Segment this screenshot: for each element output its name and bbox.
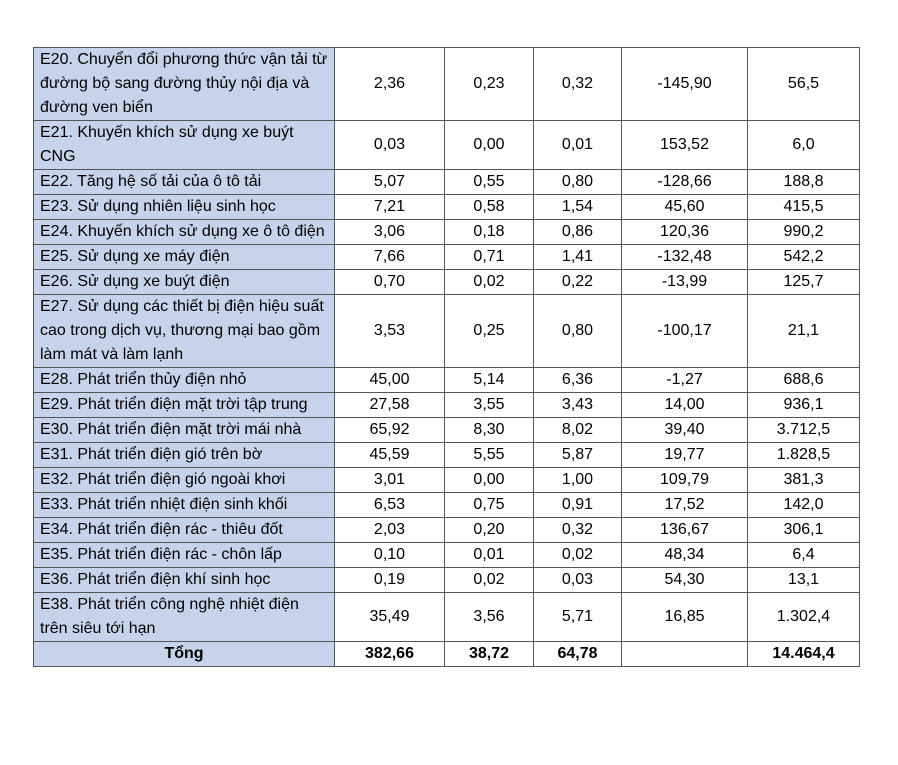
value-cell-v4: 14,00 <box>622 393 748 418</box>
value-cell-v2: 5,14 <box>445 368 534 393</box>
value-cell-v3: 1,00 <box>534 468 622 493</box>
value-cell-v4: 48,34 <box>622 543 748 568</box>
value-cell-v3: 5,87 <box>534 443 622 468</box>
value-cell-v3: 8,02 <box>534 418 622 443</box>
table-row <box>34 443 860 468</box>
measure-label: E28. Phát triển thủy điện nhỏ <box>34 368 335 393</box>
value-cell-v4: -1,27 <box>622 368 748 393</box>
table-row <box>34 121 860 170</box>
value-cell-v4: -13,99 <box>622 270 748 295</box>
value-cell-v1: 0,70 <box>335 270 445 295</box>
measure-label: E34. Phát triển điện rác - thiêu đốt <box>34 518 335 543</box>
measure-label: E20. Chuyển đổi phương thức vận tải từ đường bộ sang đường thủy nội địa và đường ven biển <box>34 48 335 121</box>
value-cell-v1: 2,36 <box>335 48 445 121</box>
value-cell-v4: 136,67 <box>622 518 748 543</box>
value-cell-v1: 6,53 <box>335 493 445 518</box>
value-cell-v5: 6,4 <box>748 543 860 568</box>
value-cell-v1: 0,19 <box>335 568 445 593</box>
table-row <box>34 418 860 443</box>
table-row <box>34 295 860 368</box>
value-cell-v2: 0,01 <box>445 543 534 568</box>
table-row <box>34 593 860 642</box>
value-cell-v5: 125,7 <box>748 270 860 295</box>
value-cell-v2: 0,18 <box>445 220 534 245</box>
value-cell-v5: 13,1 <box>748 568 860 593</box>
table-row <box>34 170 860 195</box>
value-cell-v5: 56,5 <box>748 48 860 121</box>
value-cell-v4: 39,40 <box>622 418 748 443</box>
table-row <box>34 270 860 295</box>
table-row <box>34 568 860 593</box>
table-row <box>34 48 860 121</box>
value-cell-v1: 45,59 <box>335 443 445 468</box>
measure-label: E29. Phát triển điện mặt trời tập trung <box>34 393 335 418</box>
value-cell-v4: 16,85 <box>622 593 748 642</box>
total-value-v4 <box>622 642 748 667</box>
value-cell-v3: 0,02 <box>534 543 622 568</box>
value-cell-v4: 109,79 <box>622 468 748 493</box>
value-cell-v4: -132,48 <box>622 245 748 270</box>
total-value-v5: 14.464,4 <box>748 642 860 667</box>
value-cell-v5: 142,0 <box>748 493 860 518</box>
value-cell-v5: 542,2 <box>748 245 860 270</box>
table-row <box>34 393 860 418</box>
value-cell-v4: -100,17 <box>622 295 748 368</box>
total-value-v3: 64,78 <box>534 642 622 667</box>
value-cell-v3: 6,36 <box>534 368 622 393</box>
total-value-v1: 382,66 <box>335 642 445 667</box>
value-cell-v4: 45,60 <box>622 195 748 220</box>
value-cell-v3: 3,43 <box>534 393 622 418</box>
value-cell-v3: 0,80 <box>534 170 622 195</box>
value-cell-v3: 0,32 <box>534 48 622 121</box>
value-cell-v5: 21,1 <box>748 295 860 368</box>
value-cell-v5: 3.712,5 <box>748 418 860 443</box>
value-cell-v3: 0,80 <box>534 295 622 368</box>
value-cell-v4: 17,52 <box>622 493 748 518</box>
value-cell-v2: 8,30 <box>445 418 534 443</box>
value-cell-v1: 3,53 <box>335 295 445 368</box>
value-cell-v1: 7,21 <box>335 195 445 220</box>
measure-label: E31. Phát triển điện gió trên bờ <box>34 443 335 468</box>
value-cell-v4: -145,90 <box>622 48 748 121</box>
value-cell-v5: 936,1 <box>748 393 860 418</box>
value-cell-v3: 0,32 <box>534 518 622 543</box>
measure-label: E23. Sử dụng nhiên liệu sinh học <box>34 195 335 220</box>
value-cell-v1: 5,07 <box>335 170 445 195</box>
value-cell-v2: 5,55 <box>445 443 534 468</box>
measure-label: E30. Phát triển điện mặt trời mái nhà <box>34 418 335 443</box>
measure-label: E21. Khuyến khích sử dụng xe buýt CNG <box>34 121 335 170</box>
value-cell-v4: 120,36 <box>622 220 748 245</box>
value-cell-v5: 1.828,5 <box>748 443 860 468</box>
value-cell-v1: 27,58 <box>335 393 445 418</box>
value-cell-v1: 35,49 <box>335 593 445 642</box>
value-cell-v3: 0,01 <box>534 121 622 170</box>
value-cell-v1: 2,03 <box>335 518 445 543</box>
measure-label: E36. Phát triển điện khí sinh học <box>34 568 335 593</box>
value-cell-v5: 990,2 <box>748 220 860 245</box>
value-cell-v5: 306,1 <box>748 518 860 543</box>
value-cell-v2: 0,71 <box>445 245 534 270</box>
measure-label: E22. Tăng hệ số tải của ô tô tải <box>34 170 335 195</box>
value-cell-v3: 1,41 <box>534 245 622 270</box>
value-cell-v2: 0,02 <box>445 270 534 295</box>
value-cell-v2: 0,00 <box>445 468 534 493</box>
value-cell-v5: 6,0 <box>748 121 860 170</box>
value-cell-v1: 0,03 <box>335 121 445 170</box>
value-cell-v2: 0,55 <box>445 170 534 195</box>
value-cell-v1: 7,66 <box>335 245 445 270</box>
total-value-v2: 38,72 <box>445 642 534 667</box>
table-row <box>34 543 860 568</box>
value-cell-v1: 65,92 <box>335 418 445 443</box>
value-cell-v2: 3,56 <box>445 593 534 642</box>
measure-label: E27. Sử dụng các thiết bị điện hiệu suất cao trong dịch vụ, thương mại bao gồm làm mát và làm lạnh <box>34 295 335 368</box>
measure-label: E35. Phát triển điện rác - chôn lấp <box>34 543 335 568</box>
total-label: Tổng <box>34 642 335 667</box>
measure-label: E24. Khuyến khích sử dụng xe ô tô điện <box>34 220 335 245</box>
value-cell-v5: 688,6 <box>748 368 860 393</box>
measure-label: E26. Sử dụng xe buýt điện <box>34 270 335 295</box>
value-cell-v3: 5,71 <box>534 593 622 642</box>
value-cell-v3: 0,86 <box>534 220 622 245</box>
value-cell-v5: 1.302,4 <box>748 593 860 642</box>
table-row <box>34 468 860 493</box>
value-cell-v4: 19,77 <box>622 443 748 468</box>
table-row <box>34 368 860 393</box>
value-cell-v2: 0,02 <box>445 568 534 593</box>
measure-label: E25. Sử dụng xe máy điện <box>34 245 335 270</box>
table-row <box>34 493 860 518</box>
value-cell-v2: 0,00 <box>445 121 534 170</box>
value-cell-v1: 3,06 <box>335 220 445 245</box>
value-cell-v2: 0,23 <box>445 48 534 121</box>
value-cell-v2: 0,58 <box>445 195 534 220</box>
measures-table <box>33 47 860 667</box>
value-cell-v2: 0,25 <box>445 295 534 368</box>
table-row <box>34 245 860 270</box>
total-row <box>34 642 860 667</box>
value-cell-v3: 0,91 <box>534 493 622 518</box>
value-cell-v5: 415,5 <box>748 195 860 220</box>
value-cell-v3: 1,54 <box>534 195 622 220</box>
table-row <box>34 195 860 220</box>
table-row <box>34 220 860 245</box>
value-cell-v1: 3,01 <box>335 468 445 493</box>
value-cell-v5: 381,3 <box>748 468 860 493</box>
table-row <box>34 518 860 543</box>
value-cell-v2: 3,55 <box>445 393 534 418</box>
measure-label: E38. Phát triển công nghệ nhiệt điện trên siêu tới hạn <box>34 593 335 642</box>
value-cell-v4: 54,30 <box>622 568 748 593</box>
value-cell-v2: 0,75 <box>445 493 534 518</box>
value-cell-v1: 0,10 <box>335 543 445 568</box>
value-cell-v3: 0,03 <box>534 568 622 593</box>
value-cell-v5: 188,8 <box>748 170 860 195</box>
value-cell-v3: 0,22 <box>534 270 622 295</box>
value-cell-v4: -128,66 <box>622 170 748 195</box>
value-cell-v2: 0,20 <box>445 518 534 543</box>
measure-label: E32. Phát triển điện gió ngoài khơi <box>34 468 335 493</box>
measure-label: E33. Phát triển nhiệt điện sinh khối <box>34 493 335 518</box>
table-body <box>34 48 860 667</box>
value-cell-v4: 153,52 <box>622 121 748 170</box>
value-cell-v1: 45,00 <box>335 368 445 393</box>
